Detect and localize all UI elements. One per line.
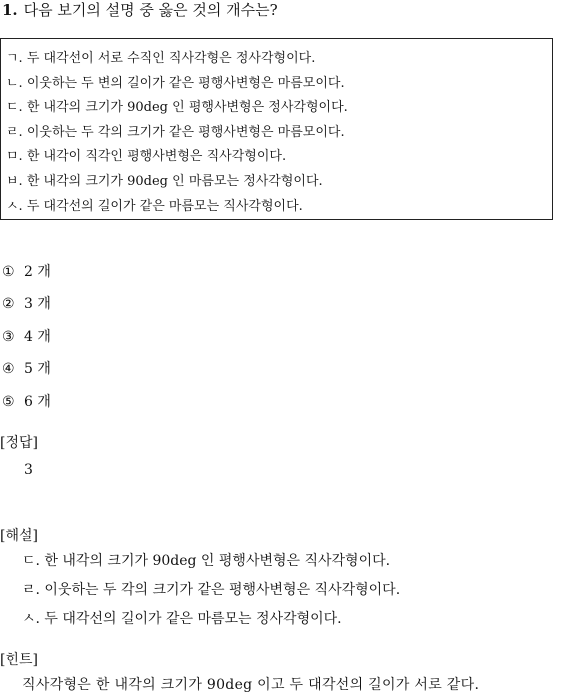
option-text: 3 개 xyxy=(24,296,51,313)
statement-item: ㄹ. 이웃하는 두 각의 크기가 같은 평행사변형은 마름모이다. xyxy=(6,124,345,140)
question-number: 1. xyxy=(2,1,18,19)
option-text: 6 개 xyxy=(24,393,51,410)
option-mark: ② xyxy=(2,296,15,313)
option-text: 4 개 xyxy=(24,328,51,345)
statement-item: ㄴ. 이웃하는 두 변의 길이가 같은 평행사변형은 마름모이다. xyxy=(6,75,345,91)
answer-label: [정답] xyxy=(0,435,38,451)
option-mark: ① xyxy=(2,264,15,280)
question-text: 다음 보기의 설명 중 옳은 것의 개수는? xyxy=(23,1,278,19)
option-mark: ③ xyxy=(2,328,15,345)
statement-item: ㅅ. 두 대각선의 길이가 같은 마름모는 직사각형이다. xyxy=(6,198,303,214)
statement-box xyxy=(0,38,553,220)
option-text: 2 개 xyxy=(24,264,51,280)
option-4[interactable] xyxy=(2,353,51,385)
answer-options xyxy=(2,256,51,418)
hint-text: 직사각형은 한 내각의 크기가 90deg 이고 두 대각선의 길이가 서로 같다. xyxy=(22,677,480,693)
hint-label: [힌트] xyxy=(0,652,38,668)
explanation-line: ㅅ. 두 대각선의 길이가 같은 마름모는 정사각형이다. xyxy=(22,611,342,627)
statement-item: ㄷ. 한 내각의 크기가 90deg 인 평행사변형은 정사각형이다. xyxy=(6,100,348,116)
answer-value: 3 xyxy=(24,462,33,478)
statement-item: ㄱ. 두 대각선이 서로 수직인 직사각형은 정사각형이다. xyxy=(6,51,316,66)
option-3[interactable] xyxy=(2,321,51,353)
option-mark: ④ xyxy=(2,361,15,378)
option-2[interactable] xyxy=(2,288,51,320)
explanation-body xyxy=(22,547,400,634)
statement-item: ㅂ. 한 내각의 크기가 90deg 인 마름모는 정사각형이다. xyxy=(6,173,323,189)
option-mark: ⑤ xyxy=(2,393,15,410)
explanation-line: ㄹ. 이웃하는 두 각의 크기가 같은 평행사변형은 직사각형이다. xyxy=(22,582,401,598)
option-1[interactable] xyxy=(2,256,51,288)
explanation-label: [해설] xyxy=(0,528,38,544)
statement-item: ㅁ. 한 내각이 직각인 평행사변형은 직사각형이다. xyxy=(6,149,287,165)
option-text: 5 개 xyxy=(24,361,51,378)
option-5[interactable] xyxy=(2,386,51,418)
explanation-line: ㄷ. 한 내각의 크기가 90deg 인 평행사변형은 직사각형이다. xyxy=(22,553,391,569)
question-title xyxy=(2,0,278,20)
